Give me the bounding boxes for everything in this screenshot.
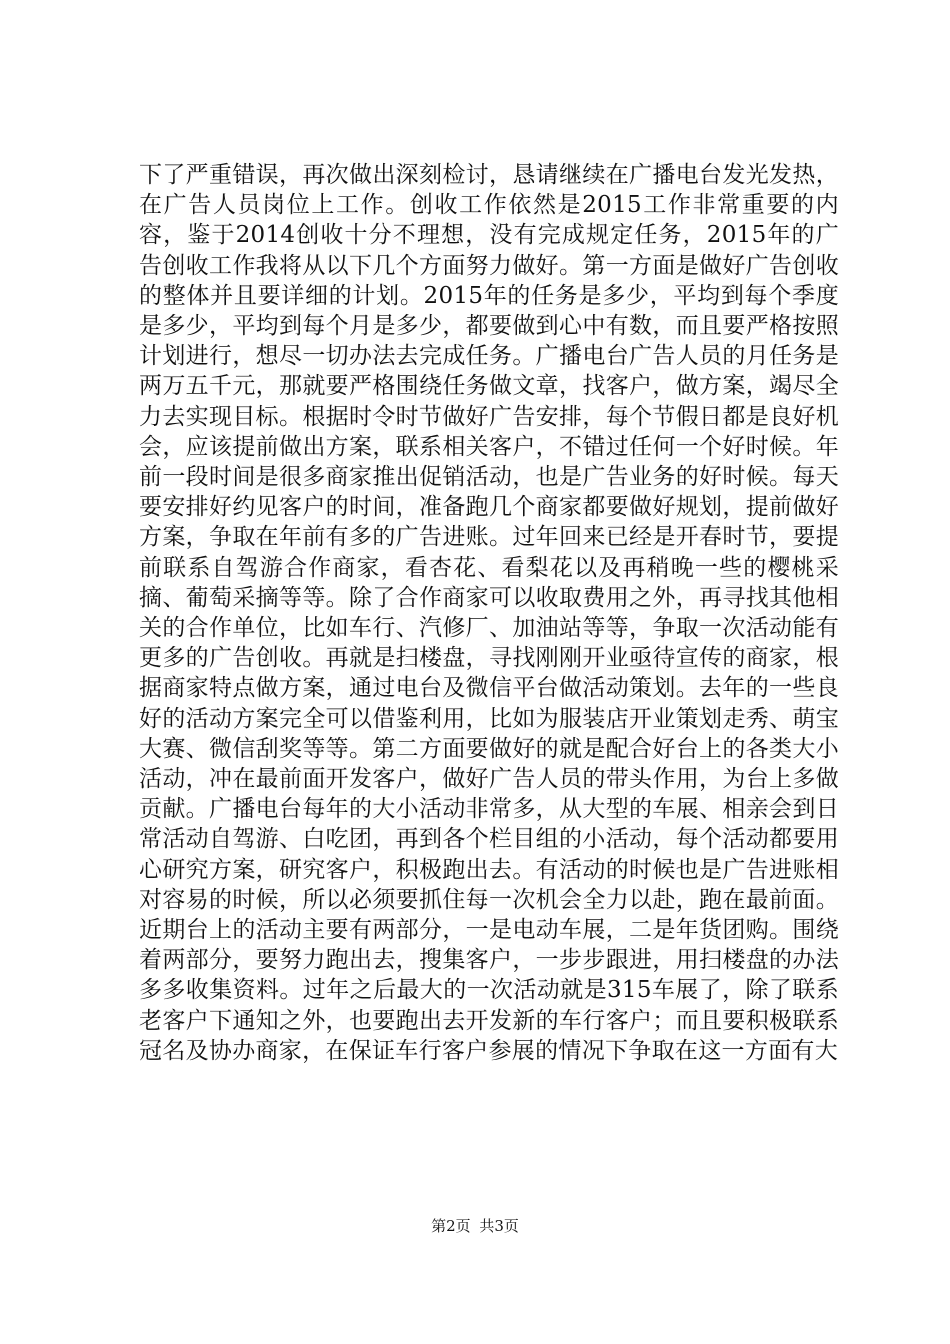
page-number-total: 共3页	[479, 1217, 519, 1235]
page-number-current: 第2页	[431, 1217, 471, 1235]
page-footer	[0, 1215, 950, 1236]
body-paragraph: 下了严重错误，再次做出深刻检讨，恳请继续在广播电台发光发热，在广告人员岗位上工作。创收工作依然是2015工作非常重要的内容，鉴于2014创收十分不理想，没有完成规定任务，2015年的广告创收工作我将从以下几个方面努力做好。第一方面是做好广告创收的整体并且要详细的计划。2015年的任务是多少，平均到每个季度是多少，平均到每个月是多少，都要做到心中有数，而且要严格按照计划进行，想尽一切办法去完成任务。广播电台广告人员的月任务是两万五千元，那就要严格围绕任务做文章，找客户，做方案，竭尽全力去实现目标。根据时令时节做好广告安排，每个节假日都是良好机会，应该提前做出方案，联系相关客户，不错过任何一个好时候。年前一段时间是很多商家推出促销活动，也是广告业务的好时候。每天要安排好约见客户的时间，准备跑几个商家都要做好规划，提前做好方案，争取在年前有多的广告进账。过年回来已经是开春时节，要提前联系自驾游合作商家，看杏花、看梨花以及再稍晚一些的樱桃采摘、葡萄采摘等等。除了合作商家可以收取费用之外，再寻找其他相关的合作单位，比如车行、汽修厂、加油站等等，争取一次活动能有更多的广告创收。再就是扫楼盘，寻找刚刚开业亟待宣传的商家，根据商家特点做方案，通过电台及微信平台做活动策划。去年的一些良好的活动方案完全可以借鉴利用，比如为服装店开业策划走秀、萌宝大赛、微信刮奖等等。第二方面要做好的就是配合好台上的各类大小活动，冲在最前面开发客户，做好广告人员的带头作用，为台上多做贡献。广播电台每年的大小活动非常多，从大型的车展、相亲会到日常活动自驾游、白吃团，再到各个栏目组的小活动，每个活动都要用心研究方案，研究客户，积极跑出去。有活动的时候也是广告进账相对容易的时候，所以必须要抓住每一次机会全力以赴，跑在最前面。近期台上的活动主要有两部分，一是电动车展，二是年货团购。围绕着两部分，要努力跑出去，搜集客户，一步步跟进，用扫楼盘的办法多多收集资料。过年之后最大的一次活动就是315车展了，除了联系老客户下通知之外，也要跑出去开发新的车行客户；而且要积极联系冠名及协办商家，在保证车行客户参展的情况下争取在这一方面有大	[139, 162, 839, 1064]
